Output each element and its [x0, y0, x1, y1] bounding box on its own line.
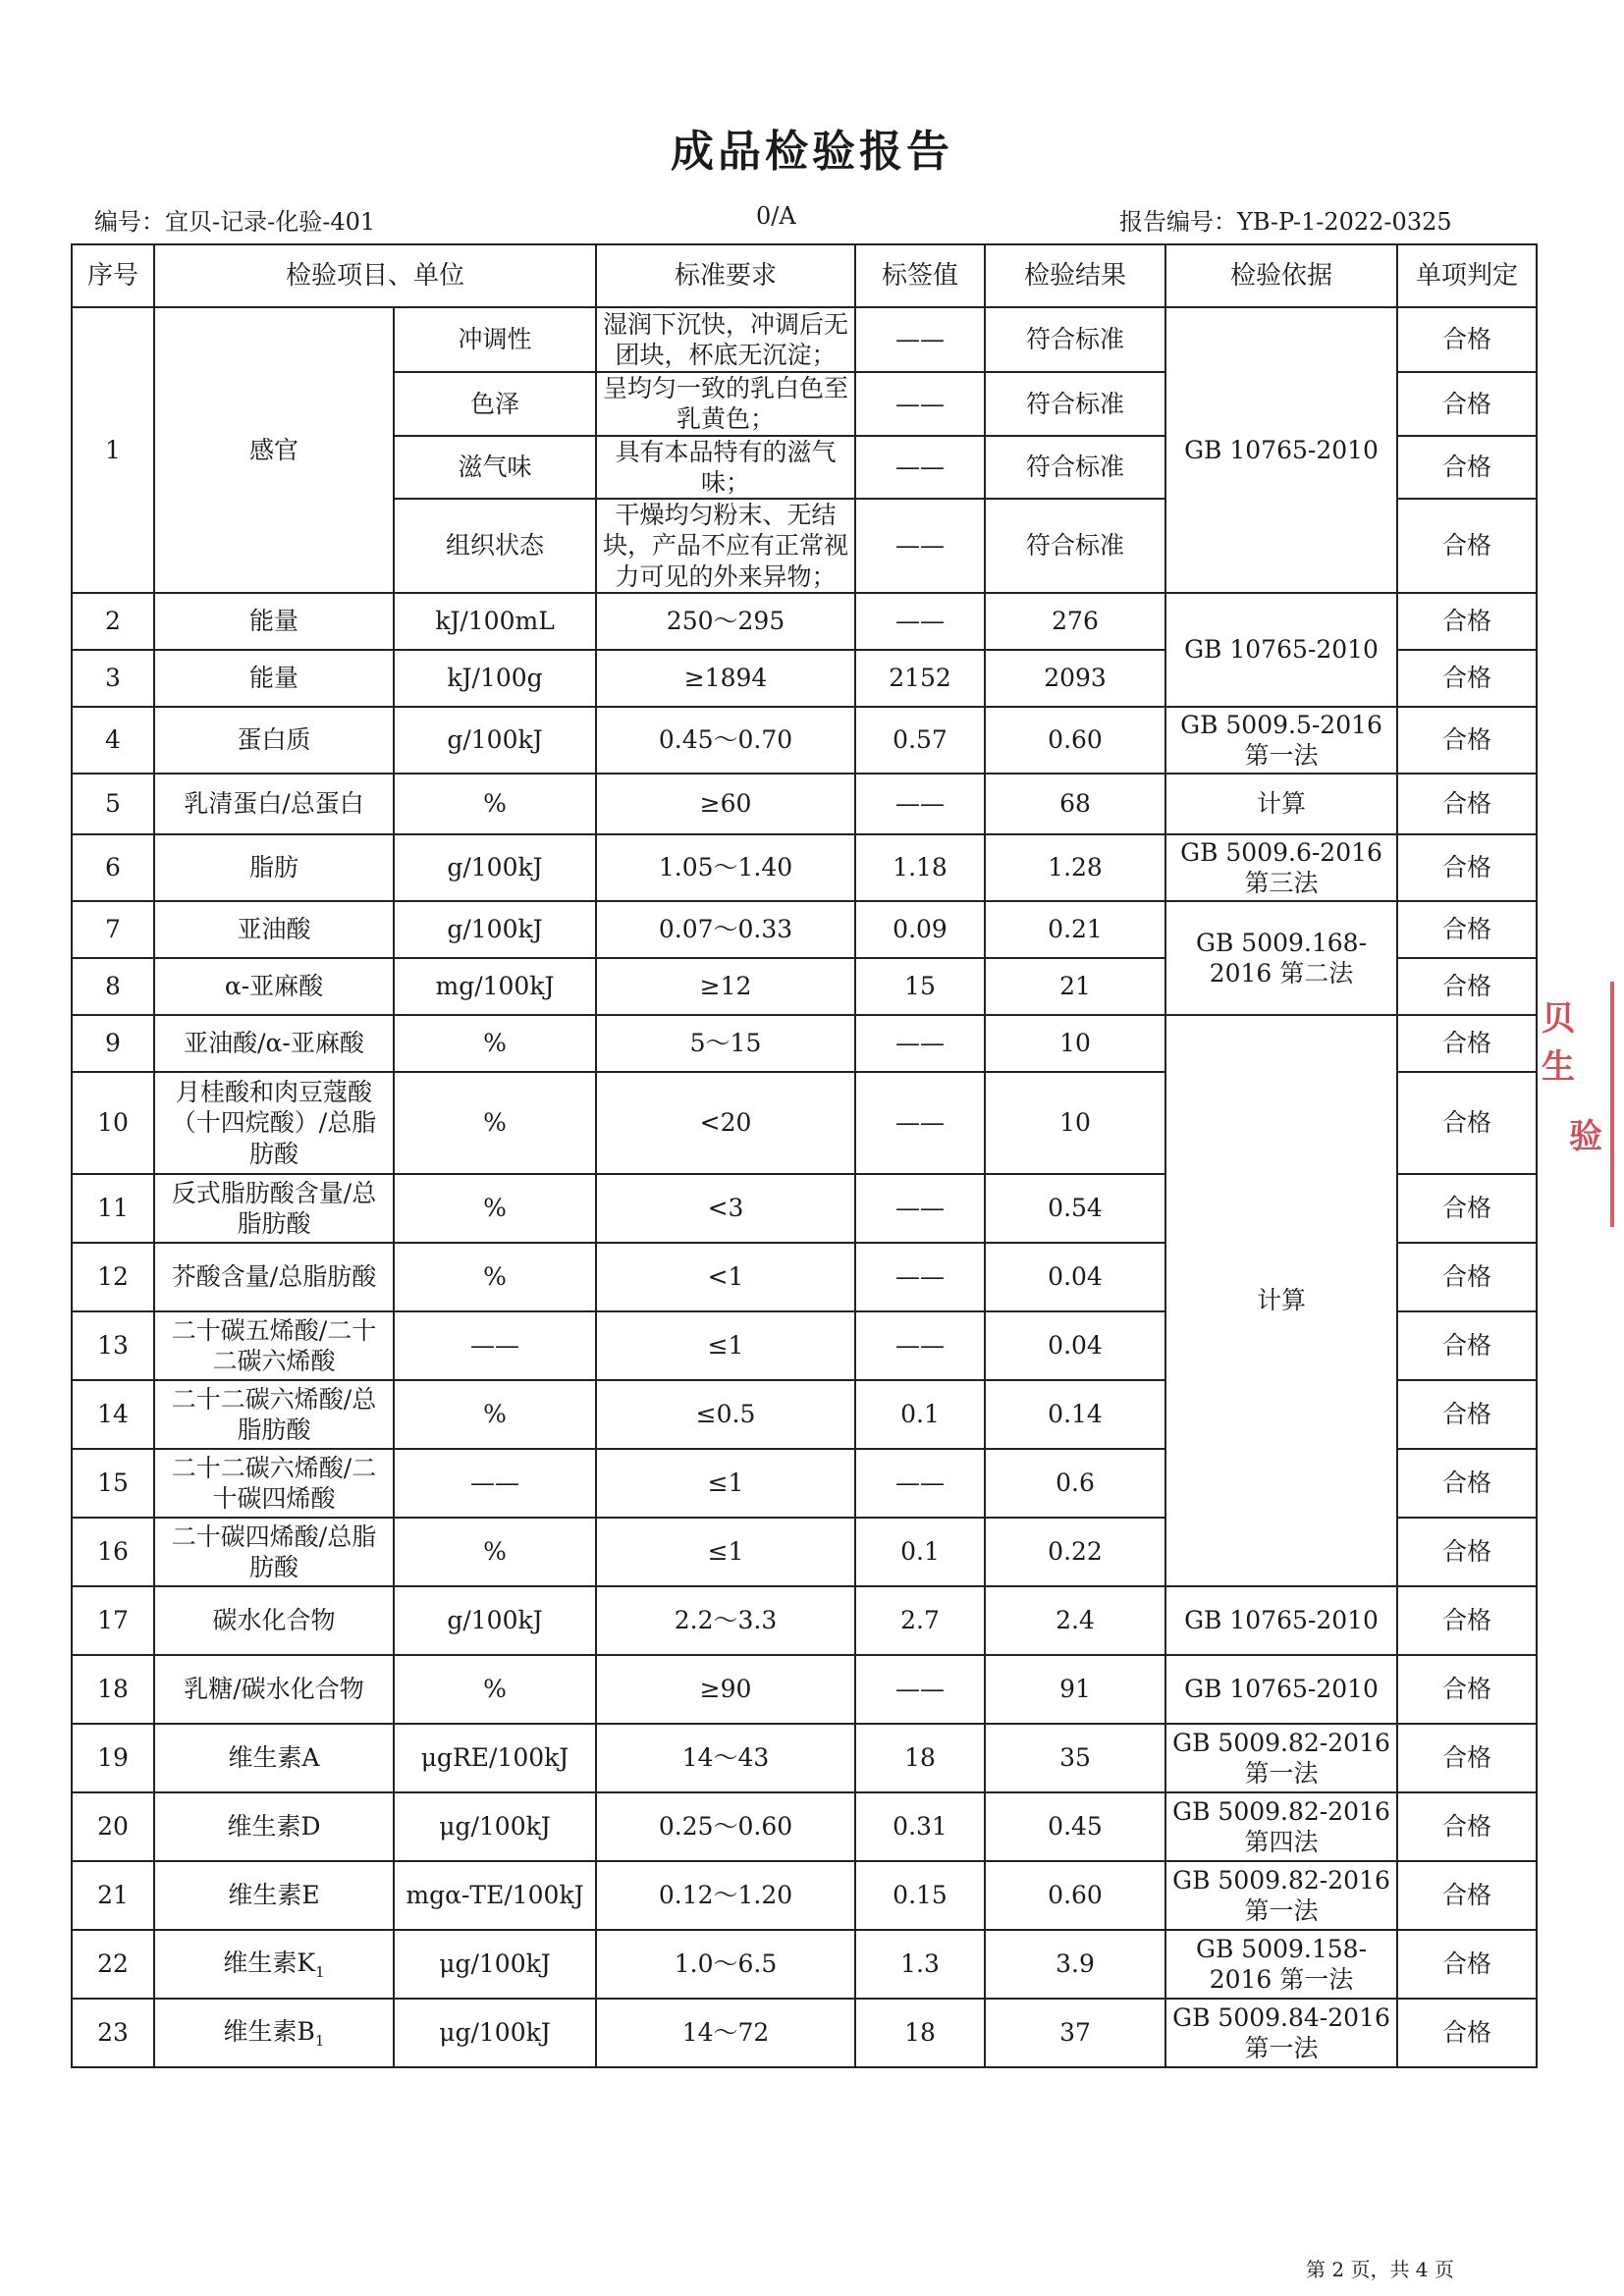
judgement: 合格: [1397, 1311, 1537, 1380]
judgement: 合格: [1397, 1174, 1537, 1243]
test-result: 符合标准: [985, 436, 1165, 500]
unit: %: [394, 1655, 596, 1724]
sub-item-name: 滋气味: [394, 436, 596, 500]
test-result: 0.54: [985, 1174, 1165, 1243]
item-text: 月桂酸和肉豆蔻酸（十四烷酸）/总脂肪酸: [171, 1078, 377, 1168]
report-title: 成品检验报告: [671, 127, 953, 177]
test-basis: 计算: [1165, 774, 1397, 834]
unit: %: [394, 1243, 596, 1311]
item-text: 能量: [248, 664, 298, 693]
row-number: 10: [72, 1072, 154, 1174]
judgement: 合格: [1397, 1518, 1537, 1586]
item-name: [154, 650, 394, 707]
unit: μgRE/100kJ: [394, 1724, 596, 1792]
item-text: α-亚麻酸: [224, 972, 324, 1001]
row-number: 13: [72, 1311, 154, 1380]
judgement: 合格: [1397, 307, 1537, 372]
judgement: 合格: [1397, 1243, 1537, 1311]
label-value: ——: [855, 307, 985, 372]
item-text: 能量: [248, 607, 298, 636]
unit: μg/100kJ: [394, 1792, 596, 1861]
label-value: 0.15: [855, 1861, 985, 1930]
standard-requirement: ≥12: [596, 958, 855, 1015]
standard-requirement: 0.45～0.70: [596, 707, 855, 774]
label-value: ——: [855, 1174, 985, 1243]
header-standard: 标准要求: [596, 244, 855, 307]
test-basis: GB 5009.6-2016 第三法: [1165, 834, 1397, 901]
standard-requirement: ≥60: [596, 774, 855, 834]
test-result: 3.9: [985, 1930, 1165, 1999]
document-code: 编号：宜贝-记录-化验-401: [94, 208, 376, 236]
label-value: ——: [855, 499, 985, 593]
table-row: [72, 1655, 1537, 1724]
unit: mg/100kJ: [394, 958, 596, 1015]
standard-requirement: 14～43: [596, 1724, 855, 1792]
test-result: 0.04: [985, 1243, 1165, 1311]
table-row: [72, 1930, 1537, 1999]
judgement: 合格: [1397, 958, 1537, 1015]
label-value: ——: [855, 593, 985, 650]
unit: ——: [394, 1311, 596, 1380]
unit: ——: [394, 1449, 596, 1518]
item-name: [154, 1311, 394, 1380]
label-value: ——: [855, 1449, 985, 1518]
judgement: 合格: [1397, 1586, 1537, 1655]
item-text: 维生素E: [228, 1881, 320, 1910]
item-name: [154, 1174, 394, 1243]
header-result: 检验结果: [985, 244, 1165, 307]
header-no: 序号: [72, 244, 154, 307]
unit: g/100kJ: [394, 707, 596, 774]
table-body: [72, 307, 1537, 2067]
row-number: 8: [72, 958, 154, 1015]
label-value: 0.1: [855, 1518, 985, 1586]
row-number: 17: [72, 1586, 154, 1655]
test-result: 2.4: [985, 1586, 1165, 1655]
item-name: [154, 1449, 394, 1518]
item-name: 感官: [154, 307, 394, 593]
test-result: 276: [985, 593, 1165, 650]
standard-requirement: <3: [596, 1174, 855, 1243]
judgement: 合格: [1397, 834, 1537, 901]
standard-requirement: <1: [596, 1243, 855, 1311]
judgement: 合格: [1397, 1380, 1537, 1449]
item-text: 亚油酸: [237, 915, 311, 944]
unit: mgα-TE/100kJ: [394, 1861, 596, 1930]
label-value: ——: [855, 1072, 985, 1174]
row-number: 23: [72, 1999, 154, 2067]
row-number: 20: [72, 1792, 154, 1861]
document-version: 0/A: [756, 202, 796, 230]
judgement: 合格: [1397, 1449, 1537, 1518]
label-value: 15: [855, 958, 985, 1015]
item-name: [154, 1724, 394, 1792]
label-value: 1.18: [855, 834, 985, 901]
judgement: 合格: [1397, 707, 1537, 774]
item-name: [154, 958, 394, 1015]
standard-requirement: 0.12～1.20: [596, 1861, 855, 1930]
test-result: 2093: [985, 650, 1165, 707]
row-number: 16: [72, 1518, 154, 1586]
test-basis: GB 10765-2010: [1165, 1655, 1397, 1724]
test-basis: GB 5009.82-2016 第四法: [1165, 1792, 1397, 1861]
test-result: 68: [985, 774, 1165, 834]
judgement: 合格: [1397, 593, 1537, 650]
test-result: 35: [985, 1724, 1165, 1792]
unit: %: [394, 1380, 596, 1449]
item-name: [154, 1999, 394, 2067]
row-number: 6: [72, 834, 154, 901]
item-text: 二十二碳六烯酸/总脂肪酸: [171, 1384, 377, 1444]
test-basis: GB 5009.158-2016 第一法: [1165, 1930, 1397, 1999]
item-name: [154, 1243, 394, 1311]
item-text: 蛋白质: [237, 725, 311, 755]
label-value: ——: [855, 1311, 985, 1380]
item-text: 亚油酸/α-亚麻酸: [184, 1029, 364, 1058]
item-text: 乳糖/碳水化合物: [184, 1675, 364, 1704]
test-result: 0.60: [985, 707, 1165, 774]
table-row: [72, 307, 1537, 372]
standard-requirement: 250～295: [596, 593, 855, 650]
standard-requirement: 干燥均匀粉末、无结块，产品不应有正常视力可见的外来异物；: [596, 499, 855, 593]
label-value: 1.3: [855, 1930, 985, 1999]
standard-requirement: 湿润下沉快，冲调后无团块，杯底无沉淀；: [596, 307, 855, 372]
item-subscript: 1: [315, 1962, 325, 1981]
label-value: 18: [855, 1724, 985, 1792]
test-result: 符合标准: [985, 307, 1165, 372]
table-row: [72, 593, 1537, 650]
row-number: 18: [72, 1655, 154, 1724]
judgement: 合格: [1397, 1999, 1537, 2067]
label-value: ——: [855, 1015, 985, 1072]
item-text: 维生素K: [223, 1948, 316, 1977]
item-text: 二十碳五烯酸/二十二碳六烯酸: [171, 1315, 377, 1375]
unit: g/100kJ: [394, 1586, 596, 1655]
row-number: 3: [72, 650, 154, 707]
page-footer: 第 2 页，共 4 页: [1306, 2258, 1454, 2281]
test-result: 0.04: [985, 1311, 1165, 1380]
test-result: 0.6: [985, 1449, 1165, 1518]
standard-requirement: <20: [596, 1072, 855, 1174]
label-value: ——: [855, 372, 985, 436]
item-name: [154, 1072, 394, 1174]
label-value: 18: [855, 1999, 985, 2067]
unit: g/100kJ: [394, 834, 596, 901]
item-text: 维生素D: [227, 1812, 321, 1842]
judgement: 合格: [1397, 901, 1537, 958]
test-result: 21: [985, 958, 1165, 1015]
sub-item-name: 色泽: [394, 372, 596, 436]
item-subscript: 1: [314, 2031, 325, 2050]
stamp-text-2: 验: [1569, 1117, 1602, 1156]
row-number: 12: [72, 1243, 154, 1311]
item-name: [154, 1655, 394, 1724]
unit: kJ/100mL: [394, 593, 596, 650]
unit: %: [394, 1518, 596, 1586]
test-basis: GB 5009.82-2016 第一法: [1165, 1861, 1397, 1930]
judgement: 合格: [1397, 1655, 1537, 1724]
sub-item-name: 冲调性: [394, 307, 596, 372]
item-name: [154, 1518, 394, 1586]
row-number: 11: [72, 1174, 154, 1243]
item-text: 二十二碳六烯酸/二十碳四烯酸: [171, 1453, 377, 1513]
standard-requirement: ≥1894: [596, 650, 855, 707]
label-value: 2.7: [855, 1586, 985, 1655]
item-name: [154, 707, 394, 774]
judgement: 合格: [1397, 1861, 1537, 1930]
standard-requirement: ≤1: [596, 1311, 855, 1380]
inspection-table: [71, 243, 1538, 2068]
row-number: 1: [72, 307, 154, 593]
standard-requirement: 14～72: [596, 1999, 855, 2067]
table-row: [72, 1861, 1537, 1930]
standard-requirement: 1.0～6.5: [596, 1930, 855, 1999]
test-basis: GB 5009.168-2016 第二法: [1165, 901, 1397, 1015]
test-result: 符合标准: [985, 372, 1165, 436]
unit: %: [394, 1174, 596, 1243]
table-header-row: [72, 244, 1537, 307]
judgement: 合格: [1397, 1930, 1537, 1999]
item-name: [154, 1930, 394, 1999]
judgement: 合格: [1397, 1792, 1537, 1861]
test-result: 符合标准: [985, 499, 1165, 593]
test-result: 0.14: [985, 1380, 1165, 1449]
header-basis: 检验依据: [1165, 244, 1397, 307]
table-row: [72, 1586, 1537, 1655]
unit: %: [394, 1072, 596, 1174]
test-basis: GB 5009.84-2016 第一法: [1165, 1999, 1397, 2067]
judgement: 合格: [1397, 650, 1537, 707]
standard-requirement: 具有本品特有的滋气味；: [596, 436, 855, 500]
test-result: 0.21: [985, 901, 1165, 958]
item-text: 二十碳四烯酸/总脂肪酸: [171, 1522, 377, 1581]
row-number: 2: [72, 593, 154, 650]
standard-requirement: 5～15: [596, 1015, 855, 1072]
test-result: 10: [985, 1015, 1165, 1072]
item-text: 维生素A: [228, 1743, 320, 1773]
item-name: [154, 834, 394, 901]
test-basis: GB 10765-2010: [1165, 593, 1397, 707]
header-judgement: 单项判定: [1397, 244, 1537, 307]
label-value: ——: [855, 1243, 985, 1311]
item-name: [154, 1380, 394, 1449]
row-number: 7: [72, 901, 154, 958]
item-text: 反式脂肪酸含量/总脂肪酸: [171, 1178, 377, 1238]
standard-requirement: ≥90: [596, 1655, 855, 1724]
item-name: [154, 901, 394, 958]
table-row: [72, 901, 1537, 958]
table-row: [72, 774, 1537, 834]
item-name: [154, 1861, 394, 1930]
standard-requirement: 1.05～1.40: [596, 834, 855, 901]
test-basis: GB 10765-2010: [1165, 1586, 1397, 1655]
table-row: [72, 834, 1537, 901]
row-number: 22: [72, 1930, 154, 1999]
standard-requirement: 0.25～0.60: [596, 1792, 855, 1861]
label-value: 0.57: [855, 707, 985, 774]
item-text: 芥酸含量/总脂肪酸: [171, 1262, 377, 1292]
table-row: [72, 1792, 1537, 1861]
report-number: 报告编号：YB-P-1-2022-0325: [1119, 208, 1452, 236]
judgement: 合格: [1397, 1724, 1537, 1792]
standard-requirement: 呈均匀一致的乳白色至乳黄色；: [596, 372, 855, 436]
label-value: 2152: [855, 650, 985, 707]
judgement: 合格: [1397, 436, 1537, 500]
item-name: [154, 1015, 394, 1072]
red-stamp: [1542, 982, 1614, 1227]
unit: g/100kJ: [394, 901, 596, 958]
test-basis: GB 10765-2010: [1165, 307, 1397, 593]
standard-requirement: 0.07～0.33: [596, 901, 855, 958]
row-number: 14: [72, 1380, 154, 1449]
judgement: 合格: [1397, 1015, 1537, 1072]
unit: μg/100kJ: [394, 1999, 596, 2067]
test-basis: GB 5009.5-2016 第一法: [1165, 707, 1397, 774]
label-value: 0.09: [855, 901, 985, 958]
test-result: 0.60: [985, 1861, 1165, 1930]
stamp-text-1: 贝生: [1542, 999, 1575, 1087]
label-value: ——: [855, 774, 985, 834]
row-number: 4: [72, 707, 154, 774]
standard-requirement: 2.2～3.3: [596, 1586, 855, 1655]
row-number: 9: [72, 1015, 154, 1072]
standard-requirement: ≤0.5: [596, 1380, 855, 1449]
row-number: 15: [72, 1449, 154, 1518]
judgement: 合格: [1397, 499, 1537, 593]
table-row: [72, 707, 1537, 774]
judgement: 合格: [1397, 774, 1537, 834]
item-name: [154, 593, 394, 650]
item-text: 维生素B: [223, 2016, 315, 2046]
item-text: 脂肪: [248, 853, 298, 882]
standard-requirement: ≤1: [596, 1518, 855, 1586]
judgement: 合格: [1397, 1072, 1537, 1174]
item-name: [154, 1792, 394, 1861]
test-result: 1.28: [985, 834, 1165, 901]
header-label-value: 标签值: [855, 244, 985, 307]
item-text: 乳清蛋白/总蛋白: [184, 789, 364, 819]
row-number: 5: [72, 774, 154, 834]
unit: kJ/100g: [394, 650, 596, 707]
sub-item-name: 组织状态: [394, 499, 596, 593]
test-result: 91: [985, 1655, 1165, 1724]
label-value: 0.31: [855, 1792, 985, 1861]
header-item-unit: 检验项目、单位: [154, 244, 596, 307]
item-text: 碳水化合物: [212, 1606, 336, 1635]
test-result: 0.45: [985, 1792, 1165, 1861]
label-value: ——: [855, 1655, 985, 1724]
judgement: 合格: [1397, 372, 1537, 436]
unit: %: [394, 1015, 596, 1072]
test-result: 37: [985, 1999, 1165, 2067]
table-row: [72, 1015, 1537, 1072]
label-value: ——: [855, 436, 985, 500]
test-basis: 计算: [1165, 1015, 1397, 1586]
test-result: 0.22: [985, 1518, 1165, 1586]
row-number: 21: [72, 1861, 154, 1930]
standard-requirement: ≤1: [596, 1449, 855, 1518]
item-name: [154, 774, 394, 834]
row-number: 19: [72, 1724, 154, 1792]
unit: μg/100kJ: [394, 1930, 596, 1999]
test-basis: GB 5009.82-2016 第一法: [1165, 1724, 1397, 1792]
item-name: [154, 1586, 394, 1655]
table-row: [72, 1999, 1537, 2067]
test-result: 10: [985, 1072, 1165, 1174]
label-value: 0.1: [855, 1380, 985, 1449]
table-row: [72, 1724, 1537, 1792]
unit: %: [394, 774, 596, 834]
